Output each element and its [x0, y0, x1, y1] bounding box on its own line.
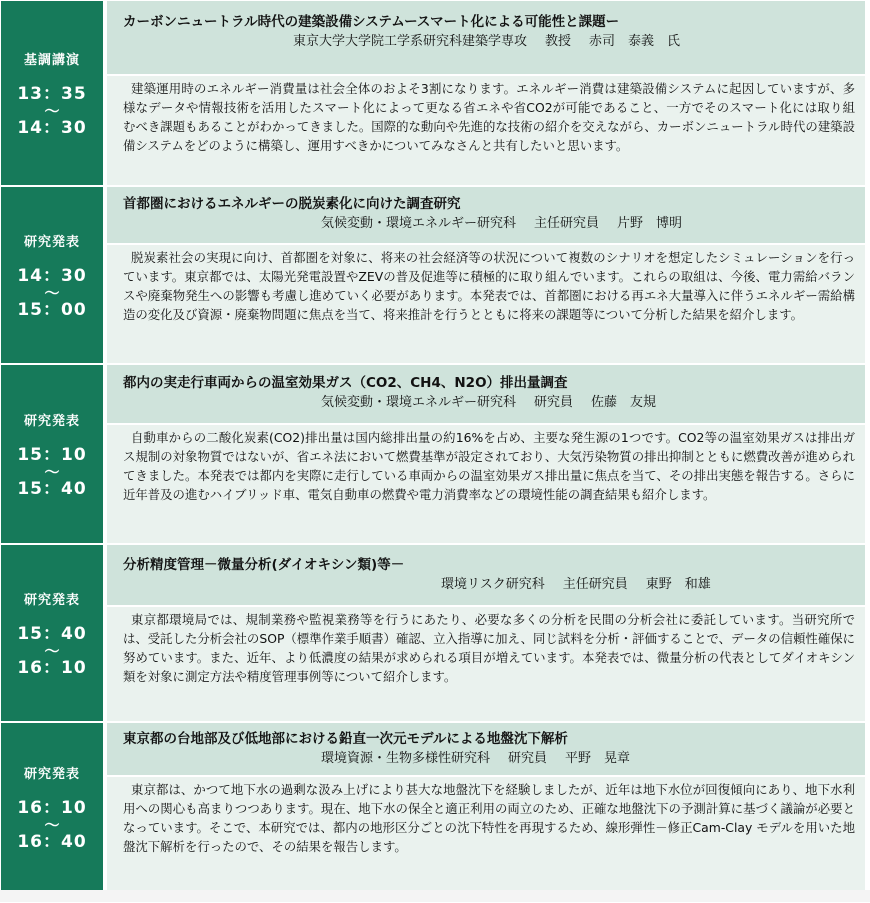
time-start: 15：10: [17, 444, 87, 465]
session-abstract: 東京都は、かつて地下水の過剰な汲み上げにより甚大な地盤沈下を経験しましたが、近年は地下水位が回復傾向にあり、地下水利用への関心も高まりつつあります。現在、地下水の保全と適正利用の両立のため、正確な地盤沈下の予測計算に基づく議論が必要となっています。そこで、本研究では、都内の地形区分ごとの沈下特性を再現するため、線形弾性－修正Cam-Clay モデルを用いた地盤沈下解析を行ったので、その結果を報告します。: [107, 777, 865, 891]
session-sidebar: [1, 723, 103, 891]
session-content: [103, 187, 865, 363]
session-type-label: 研究発表: [23, 592, 80, 608]
session-abstract: 建築運用時のエネルギー消費量は社会全体のおよそ3割になります。エネルギー消費は建築設備システムに起因していますが、多様なデータや情報技術を活用したスマート化によって更なる省エネや省CO2が可能であること、一方でそのスマート化には取り組むべき課題もあることがわかってきました。国際的な動向や先進的な技術の紹介を交えながら、カーボンニュートラル時代の建築設備システムをどのように構築し、運用すべきかについてみなさんと共有したいと思います。: [107, 76, 865, 185]
presenter-affiliation: 環境資源・生物多様性研究科: [321, 751, 491, 766]
presenter-line: [123, 749, 855, 768]
session-abstract: 自動車からの二酸化炭素(CO2)排出量は国内総排出量の約16%を占め、主要な発生源の1つです。CO2等の温室効果ガスは排出ガス規制の対象物質ではないが、省エネ法において燃費基準が設定されており、大気汚染物質の排出抑制とともに燃費改善が進められてきました。本発表では都内を実際に走行している車両からの温室効果ガス排出量に焦点を当て、その排出実態を報告する。さらに近年普及の進むハイブリッド車、電気自動車の燃費や電力消費率などの環境性能の調査結果も紹介します。: [107, 425, 865, 543]
session-header: [107, 187, 865, 245]
time-end: 14：30: [17, 117, 87, 138]
session-talk-2: [1, 365, 865, 545]
session-content: [103, 723, 865, 891]
session-type-label: 基調講演: [23, 52, 80, 68]
session-type-label: 研究発表: [23, 413, 80, 429]
time-start: 16：10: [17, 797, 87, 818]
presenter-name: 東野 和雄: [645, 577, 711, 592]
presenter-role: 研究員: [508, 751, 548, 766]
time-separator: 〜: [44, 101, 60, 120]
time-end: 16：10: [17, 657, 87, 678]
presenter-affiliation: 気候変動・環境エネルギー研究科: [321, 216, 517, 231]
time-separator: 〜: [44, 283, 60, 302]
session-sidebar: [1, 1, 103, 185]
time-separator: 〜: [44, 641, 60, 660]
time-end: 15：00: [17, 299, 87, 320]
presenter-name: 片野 博明: [617, 216, 683, 231]
session-type-label: 研究発表: [23, 234, 80, 250]
presenter-affiliation: 気候変動・環境エネルギー研究科: [321, 395, 517, 410]
time-start: 14：30: [17, 265, 87, 286]
presenter-role: 主任研究員: [534, 216, 600, 231]
session-title: 首都圏におけるエネルギーの脱炭素化に向けた調査研究: [123, 196, 461, 212]
session-type-label: 研究発表: [23, 766, 80, 782]
time-separator: 〜: [44, 462, 60, 481]
session-header: [107, 545, 865, 607]
presenter-name: 平野 晃章: [565, 751, 631, 766]
session-content: [103, 365, 865, 543]
session-title: カーボンニュートラル時代の建築設備システムースマート化による可能性と課題ー: [123, 14, 620, 30]
presenter-role: 教授: [545, 34, 572, 49]
session-abstract: 脱炭素社会の実現に向け、首都圏を対象に、将来の社会経済等の状況について複数のシナリオを想定したシミュレーションを行っています。東京都では、太陽光発電設置やZEVの普及促進等に積極的に取り組んでいます。これらの取組は、今後、電力需給バランスや廃棄物発生への影響も考慮し進めていく必要があります。本発表では、首都圏における再エネ大量導入に伴うエネルギー需給構造の変化及び資源・廃棄物問題に焦点を当て、将来推計を行うとともに将来の課題等について分析した結果を紹介します。: [107, 245, 865, 363]
session-title: 東京都の台地部及び低地部における鉛直一次元モデルによる地盤沈下解析: [123, 731, 568, 747]
presenter-name: 佐藤 友規: [591, 395, 657, 410]
session-sidebar: [1, 365, 103, 543]
presenter-line: [123, 393, 855, 412]
session-sidebar: [1, 545, 103, 721]
presenter-role: 主任研究員: [562, 577, 628, 592]
session-sidebar: [1, 187, 103, 363]
presenter-name: 赤司 泰義 氏: [589, 34, 681, 49]
time-start: 15：40: [17, 623, 87, 644]
session-talk-1: [1, 187, 865, 365]
presenter-affiliation: 東京大学大学院工学系研究科建築学専攻: [293, 34, 528, 49]
presenter-affiliation: 環境リスク研究科: [441, 577, 545, 592]
session-header: [107, 365, 865, 425]
session-header: [107, 723, 865, 777]
program-table: [1, 1, 865, 891]
time-separator: 〜: [44, 815, 60, 834]
time-end: 16：40: [17, 831, 87, 852]
time-end: 15：40: [17, 478, 87, 499]
session-content: [103, 545, 865, 721]
presenter-line: [123, 214, 855, 233]
session-talk-3: [1, 545, 865, 723]
presenter-line: [123, 575, 855, 594]
session-abstract: 東京都環境局では、規制業務や監視業務等を行うにあたり、必要な多くの分析を民間の分析会社に委託しています。当研究所では、受託した分析会社のSOP（標準作業手順書）確認、立入指導に加え、同じ試料を分析・評価することで、データの信頼性確保に努めています。また、近年、より低濃度の結果が求められる項目が増えています。本発表では、微量分析の代表としてダイオキシン類を対象に測定方法や精度管理事例等について紹介します。: [107, 607, 865, 721]
session-header: [107, 1, 865, 76]
session-title: 都内の実走行車両からの温室効果ガス（CO2、CH4、N2O）排出量調査: [123, 375, 568, 391]
presenter-line: [123, 32, 855, 51]
session-talk-4: [1, 723, 865, 891]
session-keynote: [1, 1, 865, 187]
session-content: [103, 1, 865, 185]
session-title: 分析精度管理－微量分析(ダイオキシン類)等－: [123, 557, 405, 573]
page-bottom-strip: [0, 890, 870, 902]
time-start: 13：35: [17, 83, 87, 104]
presenter-role: 研究員: [534, 395, 574, 410]
